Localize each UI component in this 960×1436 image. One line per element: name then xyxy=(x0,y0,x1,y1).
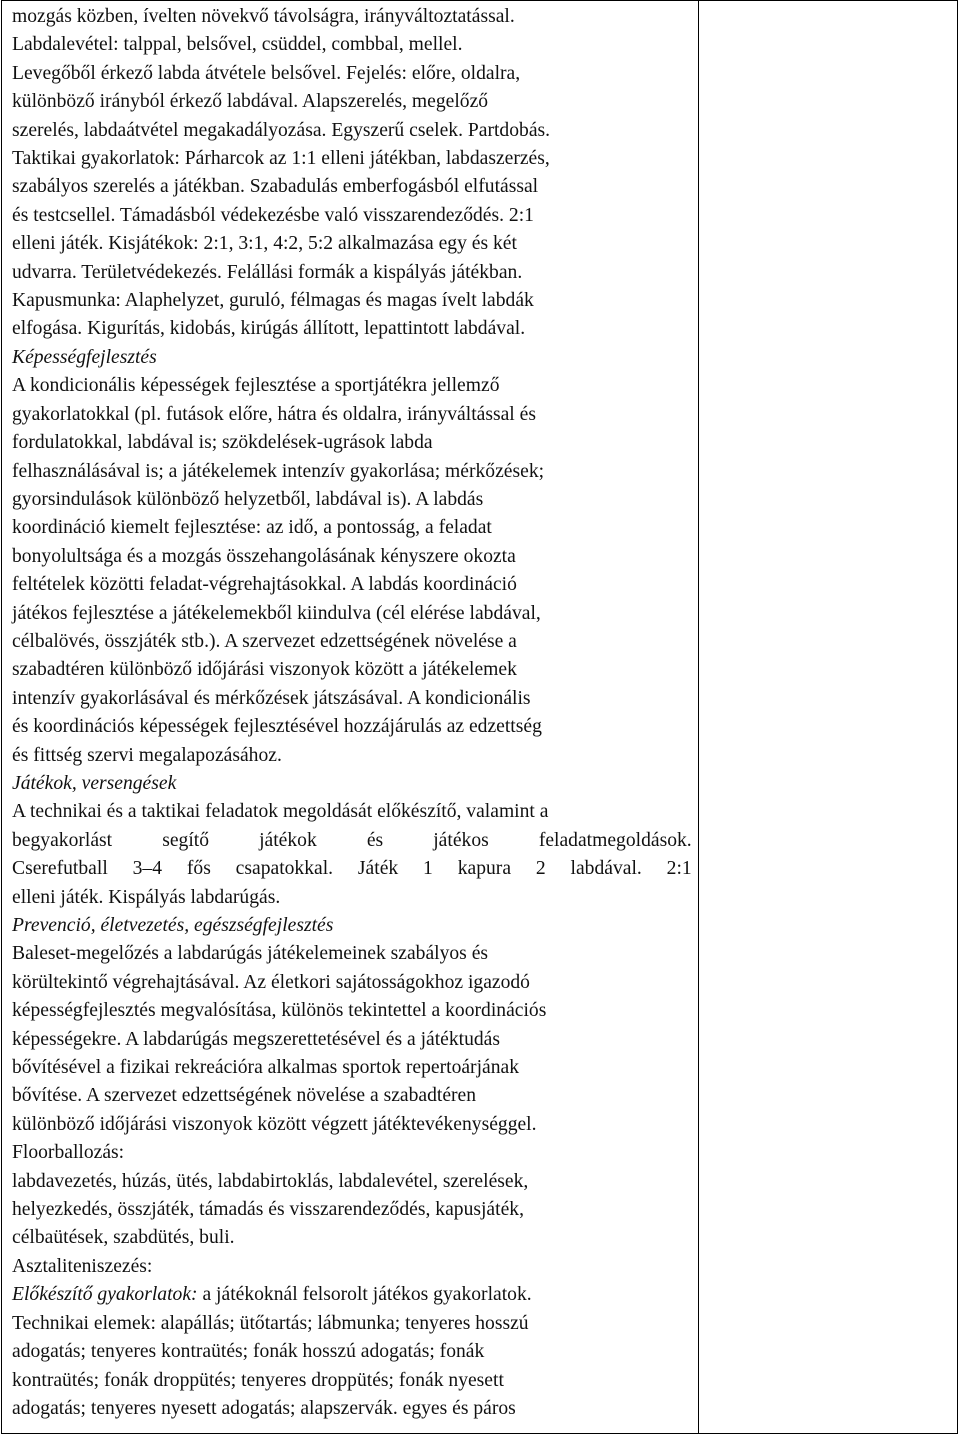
text-line xyxy=(12,884,692,912)
text-line xyxy=(12,997,692,1025)
text-line xyxy=(12,486,692,514)
body-text: Baleset-megelőzés a labdarúgás játékelemeinek szabályos és xyxy=(12,943,489,965)
text-line xyxy=(12,1026,692,1054)
text-line xyxy=(12,969,692,997)
text-line xyxy=(12,1395,692,1423)
text-line xyxy=(12,3,692,31)
body-text: adogatás; tenyeres kontraütés; fonák hosszú adogatás; fonák xyxy=(12,1341,485,1363)
body-text: játékos fejlesztése a játékelemekből kiindulva (cél elérése labdával, xyxy=(12,602,541,624)
text-line xyxy=(12,1054,692,1082)
text-line xyxy=(12,514,692,542)
text-line xyxy=(12,1082,692,1110)
body-text: Cserefutball 3–4 fős csapatokkal. Játék 1 kapura 2 labdával. 2:1 xyxy=(12,858,692,880)
body-text: a játékoknál felsorolt játékos gyakorlatok. xyxy=(197,1284,532,1306)
text-line xyxy=(12,1281,692,1309)
body-text: felhasználásával is; a játékelemek intenzív gyakorlása; mérkőzések; xyxy=(12,460,545,482)
text-line xyxy=(12,1253,692,1281)
body-text: célbalövés, összjáték stb.). A szervezet edzettségének növelése a xyxy=(12,630,517,652)
body-text: Asztaliteniszezés: xyxy=(12,1255,153,1277)
text-line xyxy=(12,571,692,599)
text-line xyxy=(12,940,692,968)
text-line xyxy=(12,202,692,230)
text-line xyxy=(12,656,692,684)
body-text: szabályos szerelés a játékban. Szabadulás emberfogásból elfutással xyxy=(12,176,539,198)
body-text: gyakorlatokkal (pl. futások előre, hátra és oldalra, irányváltással és xyxy=(12,403,536,425)
text-line xyxy=(12,543,692,571)
italic-heading-text: Előkészítő gyakorlatok: xyxy=(12,1284,198,1306)
text-line xyxy=(12,770,692,798)
body-text: körültekintő végrehajtásával. Az életkori sajátosságokhoz igazodó xyxy=(12,971,530,993)
text-line xyxy=(12,628,692,656)
text-line xyxy=(12,287,692,315)
text-line xyxy=(12,1224,692,1252)
text-line xyxy=(12,60,692,88)
body-text: intenzív gyakorlásával és mérkőzések játszásával. A kondicionális xyxy=(12,687,531,709)
body-text: labdavezetés, húzás, ütés, labdabirtoklás, labdalevétel, szerelések, xyxy=(12,1170,529,1192)
body-text: képességfejlesztés megvalósítása, különös tekintettel a koordinációs xyxy=(12,1000,547,1022)
body-text: koordináció kiemelt fejlesztése: az idő, a pontosság, a feladat xyxy=(12,517,492,539)
text-line xyxy=(12,685,692,713)
text-line xyxy=(12,173,692,201)
body-text: Taktikai gyakorlatok: Párharcok az 1:1 elleni játékban, labdaszerzés, xyxy=(12,148,550,170)
text-line xyxy=(12,827,692,855)
text-line xyxy=(12,429,692,457)
body-text: szabadtéren különböző időjárási viszonyok között a játékelemek xyxy=(12,659,517,681)
text-line xyxy=(12,401,692,429)
body-text: és koordinációs képességek fejlesztésével hozzájárulás az edzettség xyxy=(12,716,542,738)
body-text: különböző időjárási viszonyok között végzett játéktevékenységgel. xyxy=(12,1113,537,1135)
body-text: célbaütések, szabdütés, buli. xyxy=(12,1227,235,1249)
body-text: udvarra. Területvédekezés. Felállási formák a kispályás játékban. xyxy=(12,261,523,283)
body-text: szerelés, labdaátvétel megakadályozása. Egyszerű cselek. Partdobás. xyxy=(12,119,551,141)
body-text: elfogása. Kigurítás, kidobás, kirúgás állított, lepattintott labdával. xyxy=(12,318,526,340)
body-text: képességekre. A labdarúgás megszerettetésével és a játéktudás xyxy=(12,1028,501,1050)
body-text: és testcsellel. Támadásból védekezésbe való visszarendeződés. 2:1 xyxy=(12,204,534,226)
body-text: bonyolultsága és a mozgás összehangolásának kényszere okozta xyxy=(12,545,516,567)
body-text: bővítése. A szervezet edzettségének növelése a szabadtéren xyxy=(12,1085,477,1107)
body-text: és fittség szervi megalapozásához. xyxy=(12,744,282,766)
body-text: Labdalevétel: talppal, belsővel, csüddel, combbal, mellel. xyxy=(12,34,463,56)
text-line xyxy=(12,713,692,741)
content-text xyxy=(2,1,698,1423)
text-line xyxy=(12,1111,692,1139)
body-text: A kondicionális képességek fejlesztése a sportjátékra jellemző xyxy=(12,375,500,397)
body-text: begyakorlást segítő játékok és játékos feladatmegoldások. xyxy=(12,829,692,851)
body-text: elleni játék. Kispályás labdarúgás. xyxy=(12,886,281,908)
body-text: fordulatokkal, labdával is; szökdelések-ugrások labda xyxy=(12,432,433,454)
body-text: feltételek közötti feladat-végrehajtásokkal. A labdás koordináció xyxy=(12,574,517,596)
body-text: adogatás; tenyeres nyesett adogatás; alapszervák. egyes és páros xyxy=(12,1397,516,1419)
text-line xyxy=(12,315,692,343)
text-line xyxy=(12,1367,692,1395)
text-line xyxy=(12,1196,692,1224)
body-text: bővítésével a fizikai rekreációra alkalmas sportok repertoárjának xyxy=(12,1057,520,1079)
text-line xyxy=(12,31,692,59)
text-line xyxy=(12,1310,692,1338)
body-text: Levegőből érkező labda átvétele belsővel. Fejelés: előre, oldalra, xyxy=(12,62,521,84)
italic-heading-text: Képességfejlesztés xyxy=(12,346,157,368)
body-text: elleni játék. Kisjátékok: 2:1, 3:1, 4:2, 5:2 alkalmazása egy és két xyxy=(12,233,517,255)
text-line xyxy=(12,344,692,372)
body-text: különböző irányból érkező labdával. Alapszerelés, megelőző xyxy=(12,91,489,113)
body-text: Kapusmunka: Alaphelyzet, guruló, félmagas és magas ívelt labdák xyxy=(12,290,534,312)
text-line xyxy=(12,117,692,145)
text-line xyxy=(12,600,692,628)
text-line xyxy=(12,145,692,173)
text-line xyxy=(12,912,692,940)
body-text: Floorballozás: xyxy=(12,1142,125,1164)
body-text: helyezkedés, összjáték, támadás és visszarendeződés, kapusjáték, xyxy=(12,1199,524,1221)
text-line xyxy=(12,742,692,770)
text-line xyxy=(12,372,692,400)
text-line xyxy=(12,855,692,883)
text-line xyxy=(12,458,692,486)
italic-heading-text: Játékok, versengések xyxy=(12,772,177,794)
text-line xyxy=(12,230,692,258)
document-table xyxy=(1,0,958,1434)
italic-heading-text: Prevenció, életvezetés, egészségfejlesztés xyxy=(12,915,334,936)
text-line xyxy=(12,1168,692,1196)
text-line xyxy=(12,1338,692,1366)
text-line xyxy=(12,1139,692,1167)
empty-side-cell xyxy=(698,1,957,1434)
body-text: gyorsindulások különböző helyzetből, labdával is). A labdás xyxy=(12,488,484,510)
body-text: Technikai elemek: alapállás; ütőtartás; lábmunka; tenyeres hosszú xyxy=(12,1312,529,1334)
text-line xyxy=(12,88,692,116)
table-row xyxy=(2,1,958,1434)
text-line xyxy=(12,259,692,287)
body-text: mozgás közben, ívelten növekvő távolságra, irányváltoztatással. xyxy=(12,6,515,27)
text-line xyxy=(12,798,692,826)
content-cell xyxy=(2,1,699,1434)
body-text: kontraütés; fonák droppütés; tenyeres droppütés; fonák nyesett xyxy=(12,1369,504,1391)
body-text: A technikai és a taktikai feladatok megoldását előkészítő, valamint a xyxy=(12,801,549,823)
